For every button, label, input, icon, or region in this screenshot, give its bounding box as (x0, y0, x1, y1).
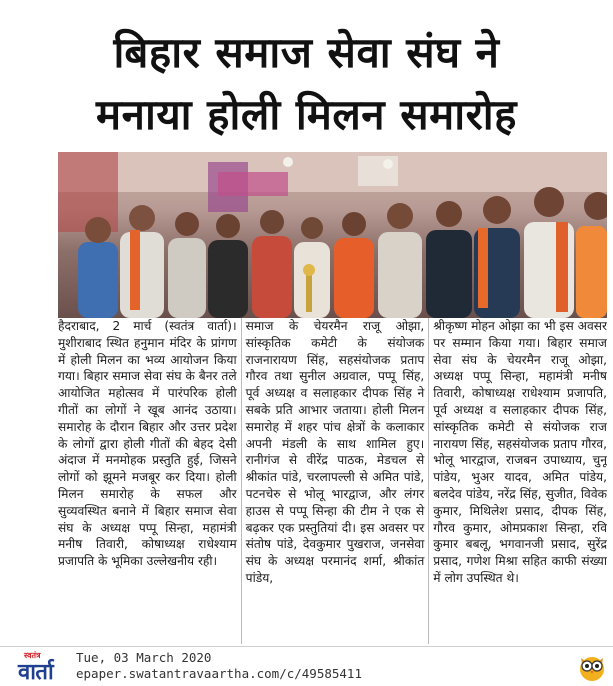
event-photo (58, 152, 607, 318)
headline-line-1: बिहार समाज सेवा संघ ने (113, 28, 500, 77)
article-body (58, 318, 607, 644)
headline-line-2: मनाया होली मिलन समारोह (96, 90, 517, 139)
article-column-3: श्रीकृष्ण मोहन ओझा का भी इस अवसर पर सम्मान किया गया। बिहार समाज सेवा संघ के चेयरमैन राजू ओझा, अध्यक्ष पप्पू सिन्हा, महामंत्री मनीष तिवारी, कोषाध्यक्ष राधेश्याम प्रजापति, पूर्व अध्यक्ष व सलाहकार दीपक सिंह, सांस्कृतिक कमेटी से संयोजक राज नारायण सिंह, सहसंयोजक प्रताप गौरव, भोलू भारद्वाज, राजबन उपाध्याय, चुनू पांडेय, भुअर यादव, अमित पांडेय, बलदेव पांडेय, नरेंद्र सिंह, सुजीत, विवेक कुमार, मिथिलेश प्रसाद, दीपक सिंह, गौरव कुमार, ओमप्रकाश सिन्हा, रवि कुमार बबलू, भगवानजी प्रसाद, सुरेंद्र प्रसाद, गणेश मिश्रा सहित काफी संख्या में लोग उपस्थित थे। (428, 318, 607, 644)
footer (0, 648, 613, 684)
event-photo-illustration (58, 152, 607, 318)
top-edge-strip (0, 0, 613, 8)
article-column-2: समाज के चेयरमैन राजू ओझा, सांस्कृतिक कमेटी के संयोजक राजनारायण सिंह, सहसंयोजक प्रताप गौरव तथा सुनील अग्रवाल, पप्पू सिंह, पूर्व अध्यक्ष व सलाहकार दीपक सिंह ने सबके प्रति आभार जताया। होली मिलन समारोह में शहर पांच क्षेत्रों के कलाकार अपनी मंडली के साथ शामिल हुए। रानीगंज से वीरेंद्र पाठक, मेडचल से श्रीकांत पांडे, चरलापल्ली से अमित पांडे, पटनचेरु से भोलू भारद्वाज, और लंगर हाउस से पप्पू सिन्हा की टीम ने एक से बढ़कर एक प्रस्तुतियां दी। इस अवसर पर संतोष पांडे, देवकुमार पुखराज, जनसेवा संघ के अध्यक्ष परमानंद शर्मा, श्रीकांत पांडेय, (241, 318, 429, 644)
owl-mascot-icon (576, 650, 608, 682)
edition-date: Tue, 03 March 2020 (76, 650, 212, 665)
logo-main-text: वार्ता (18, 660, 54, 685)
logo-small-text: स्वतंत्र (24, 651, 41, 660)
vaartha-logo[interactable] (10, 650, 68, 685)
epaper-url[interactable]: epaper.swatantravaartha.com/c/49585411 (76, 666, 362, 681)
footer-divider (0, 646, 613, 647)
headline (10, 22, 603, 146)
article-column-1: हैदराबाद, 2 मार्च (स्वतंत्र वार्ता)। मुशीराबाद स्थित हनुमान मंदिर के प्रांगण में होली मिलन का भव्य आयोजन किया गया। बिहार समाज सेवा संघ के बैनर तले आयोजित महोत्सव में पारंपरिक होली गीतों का लोगों ने खूब आनंद उठाया। समारोह के दौरान बिहार और उत्तर प्रदेश के लोगों द्वारा होली गीतों की बेहद देसी अंदाज में मनमोहक प्रस्तुति हुई, जिसने लोगों को झूमने मजबूर कर दिया। होली मिलन समारोह के सफल और सुव्यवस्थित बनाने में बिहार समाज सेवा संघ के अध्यक्ष पप्पू सिन्हा, महामंत्री मनीष तिवारी, कोषाध्यक्ष राधेश्याम प्रजापति के भूमिका उल्लेखनीय रही। (58, 319, 237, 569)
